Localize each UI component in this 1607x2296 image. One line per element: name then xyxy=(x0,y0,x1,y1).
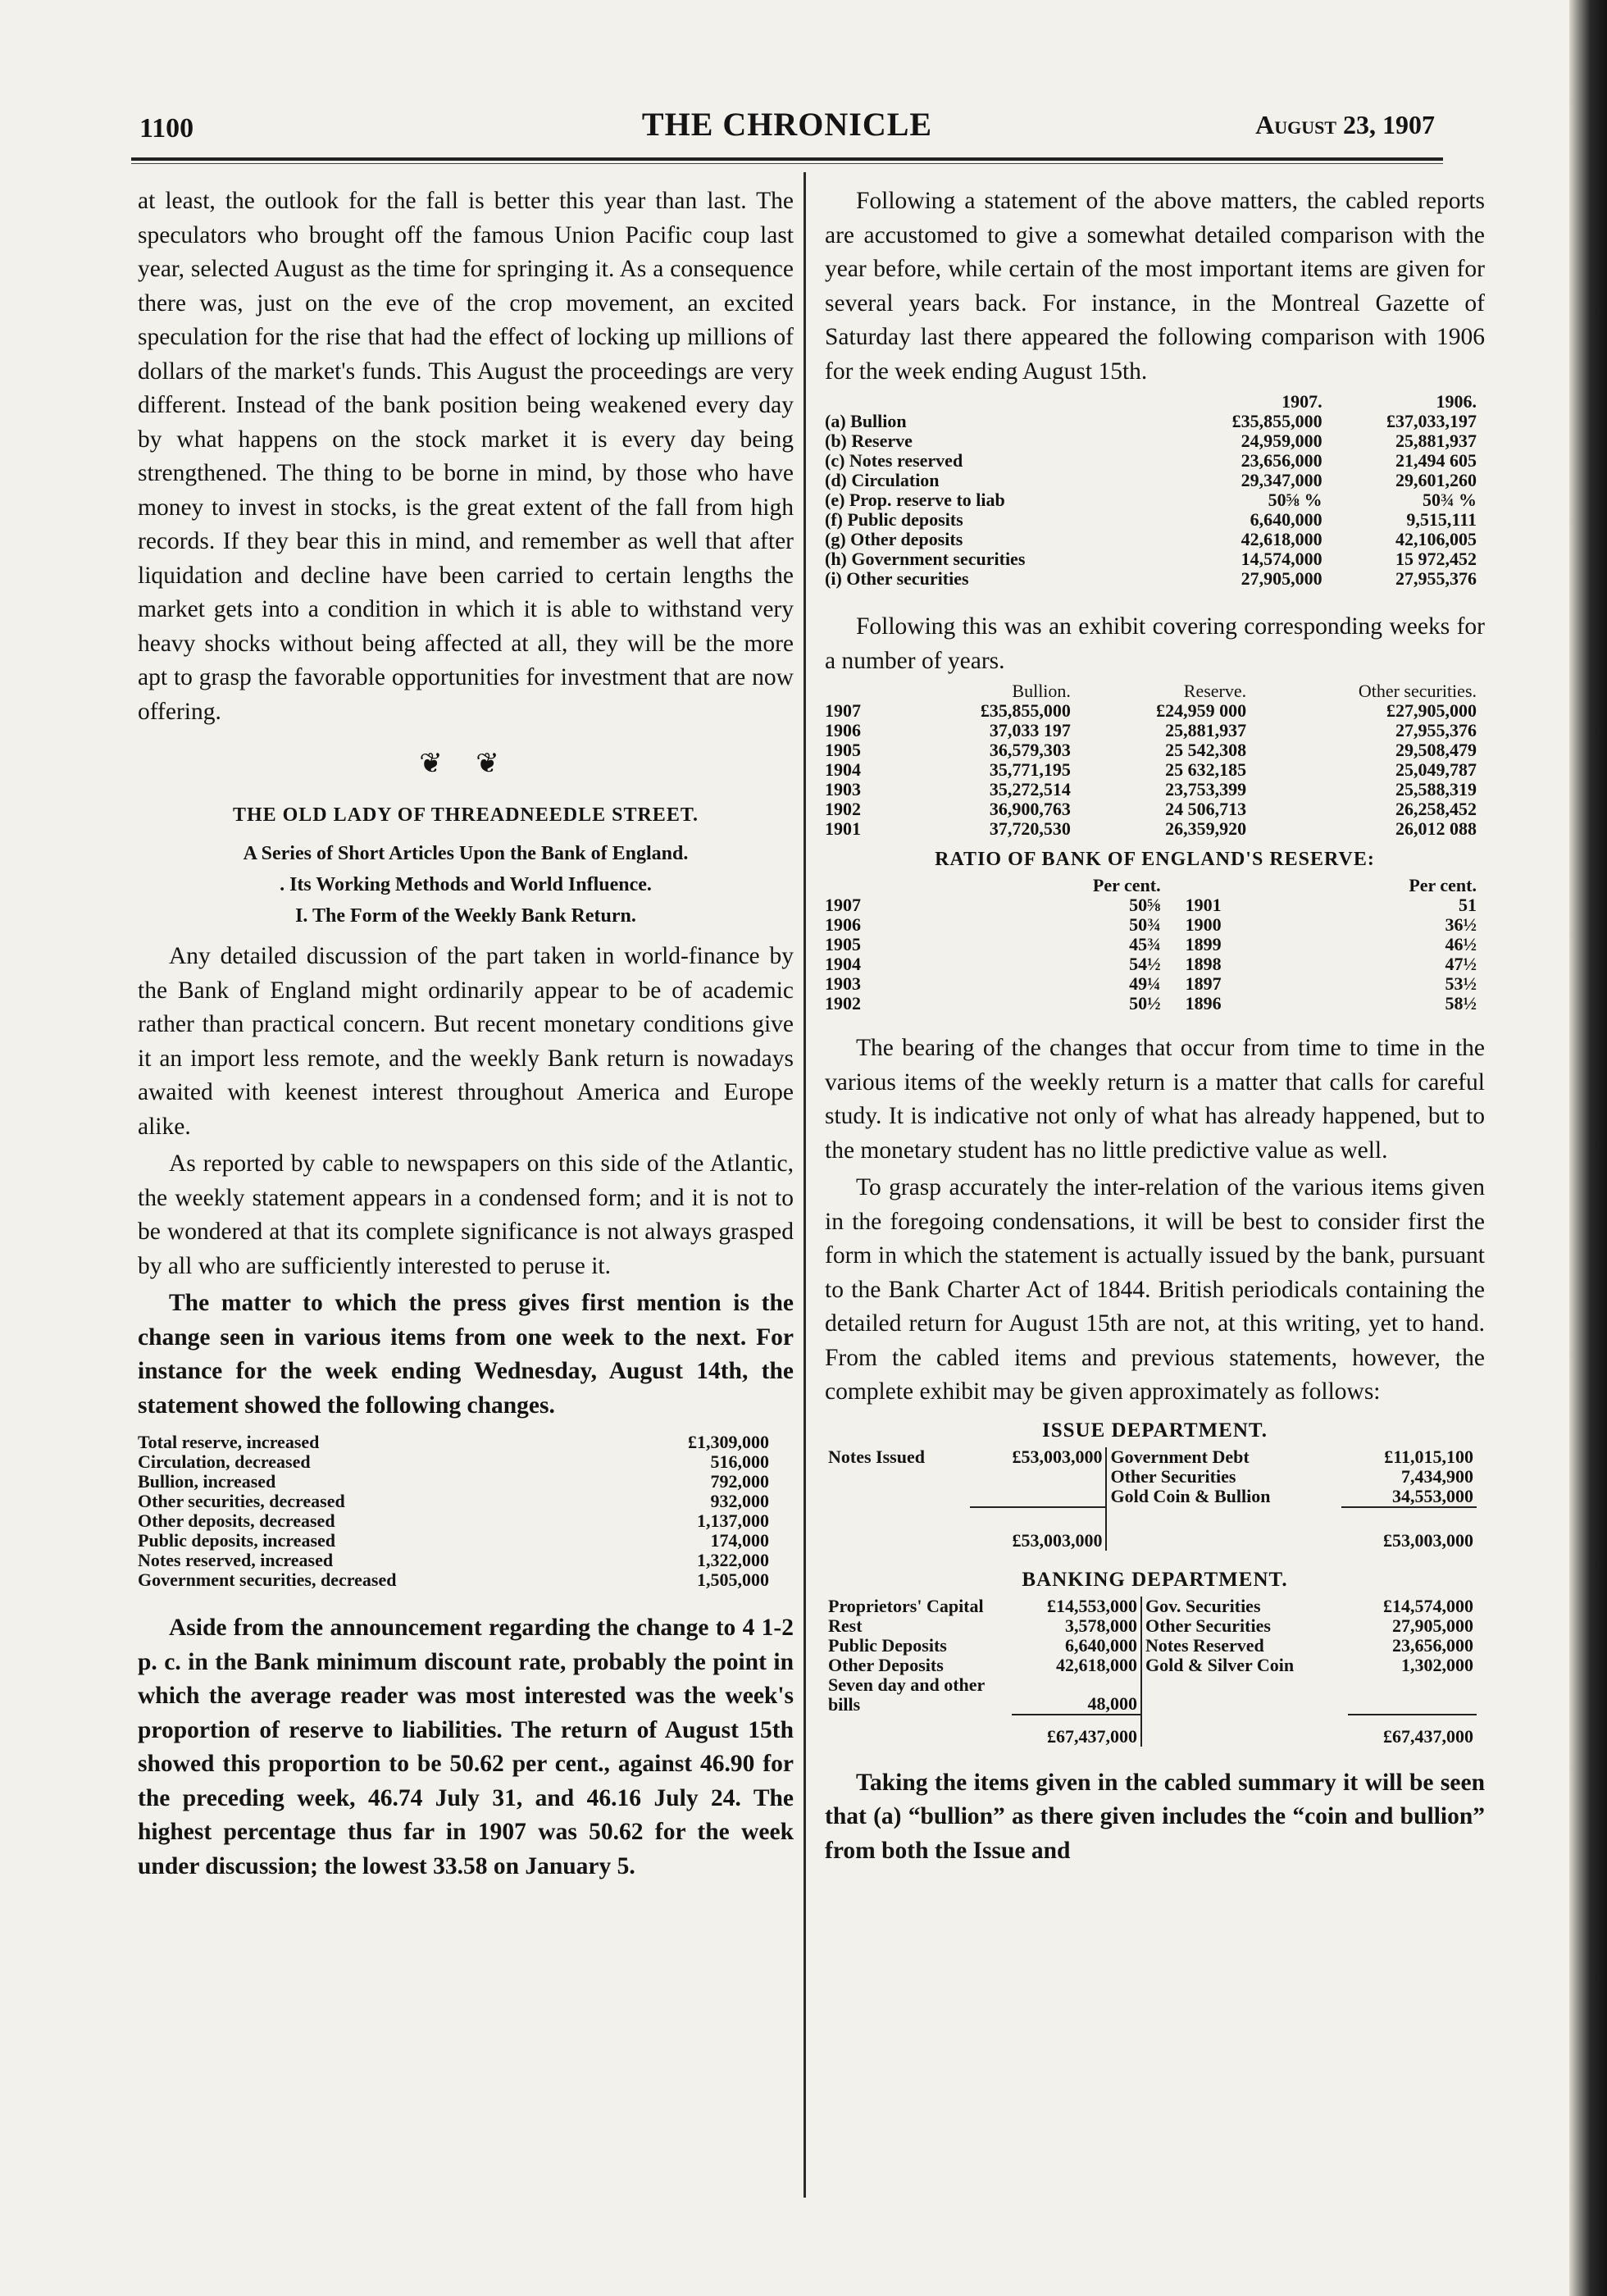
year-cell: 1903 xyxy=(825,973,861,994)
percent-cell: 49¼ xyxy=(1129,973,1161,994)
row-label: (i) Other securities xyxy=(825,568,969,589)
other-securities-cell: 29,508,479 xyxy=(1395,740,1477,760)
table-row xyxy=(825,1636,1477,1656)
table-row xyxy=(825,740,1477,760)
table-row xyxy=(825,800,1477,819)
table-row xyxy=(825,1447,1477,1467)
change-value: 932,000 xyxy=(710,1491,769,1511)
ratio-header-left: Per cent. xyxy=(1092,875,1161,895)
row-label: (d) Circulation xyxy=(825,470,940,490)
year-cell: 1906 xyxy=(825,914,861,935)
table-row xyxy=(825,1597,1477,1616)
issue-left-total: £53,003,000 xyxy=(970,1507,1107,1551)
year-cell: 1905 xyxy=(825,934,861,954)
issue-department-title: ISSUE DEPARTMENT. xyxy=(1042,1419,1268,1442)
table-row xyxy=(825,412,1477,431)
percent-cell: 50⅝ xyxy=(1129,895,1161,915)
publication-title: THE CHRONICLE xyxy=(641,106,933,143)
change-value: 1,137,000 xyxy=(697,1510,769,1531)
percent-cell: 47½ xyxy=(1445,954,1477,974)
year-cell: 1898 xyxy=(1185,954,1222,974)
table-row xyxy=(138,1472,769,1492)
yearly-exhibit-table xyxy=(825,681,1477,839)
column-header-1907: 1907. xyxy=(1282,391,1322,412)
banking-right-label: Gov. Securities xyxy=(1145,1595,1261,1616)
reserve-cell: 25 542,308 xyxy=(1165,740,1247,760)
banking-left-label: Rest xyxy=(828,1615,863,1636)
table-row xyxy=(825,431,1477,451)
change-label: Total reserve, increased xyxy=(138,1432,320,1452)
value-1907: 50⅝ % xyxy=(1268,490,1322,510)
ornament: ❦ ❦ xyxy=(419,749,512,779)
percent-cell: 36½ xyxy=(1445,914,1477,935)
left-paragraph-1: at least, the outlook for the fall is better this year than last. The speculators who brought off the famous Union Pacific coup last year, selected August as the time for springing it. As a consequence there was, just on the eve of the crop movement, an excited speculation for the rise that had the effect of locking up millions of dollars of the market's funds. This August the proceedings are very different. Instead of the bank position being weakened every day by what happens on the stock market it is every day being strengthened. The thing to be borne in mind, by those who have money to invest in stocks, is the great extent of the fall from high records. If they bear this in mind, and remember as well that after liquidation and decline have been carried to certain lengths the market gets into a condition in which it is able to withstand very heavy shocks without being affected at all, they will be the more apt to grasp the favorable opportunities for investment that are now offering. xyxy=(138,188,794,725)
row-label: (b) Reserve xyxy=(825,430,913,451)
percent-cell: 53½ xyxy=(1445,973,1477,994)
banking-left-value: 42,618,000 xyxy=(1012,1656,1141,1675)
percent-cell: 50½ xyxy=(1129,993,1161,1014)
totals-row xyxy=(825,1507,1477,1551)
left-paragraph-5: Aside from the announcement regarding the change to 4 1-2 p. c. in the Bank minimum discount rate, probably the point in which the average reader was most interested was the week's proportion of reserve to liabilities. The return of August 15th showed this proportion to be 50.62 per cent., against 46.90 for the preceding week, 46.74 July 31, and 46.16 July 24. The highest percentage thus far in 1907 was 50.62 for the week under discussion; the lowest 33.58 on January 5. xyxy=(138,1615,794,1879)
bullion-cell: £35,855,000 xyxy=(980,700,1071,721)
banking-left-label: Proprietors' Capital xyxy=(828,1595,984,1616)
table-row xyxy=(825,819,1477,839)
column-header-reserve: Reserve. xyxy=(1183,681,1247,701)
issue-right-label: Gold Coin & Bullion xyxy=(1110,1486,1271,1506)
value-1907: 24,959,000 xyxy=(1241,430,1322,451)
other-securities-cell: 26,258,452 xyxy=(1395,799,1477,819)
right-paragraph-4: To grasp accurately the inter-relation of the various items given in the foregoing condensations, it will be best to consider first the form in which the statement is actually issued by the bank, pursuant to the Bank Charter Act of 1844. British periodicals containing the detailed return for August 15th are not, at this writing, yet to hand. From the cabled items and previous statements, however, the complete exhibit may be given approximately as follows: xyxy=(825,1174,1485,1405)
page-edge xyxy=(1569,0,1607,2296)
table-row xyxy=(825,549,1477,569)
percent-cell: 54½ xyxy=(1129,954,1161,974)
right-column xyxy=(825,184,1485,1868)
table-row xyxy=(825,935,1477,954)
year-cell: 1902 xyxy=(825,993,861,1014)
value-1907: 23,656,000 xyxy=(1241,450,1322,471)
table-header-row xyxy=(825,681,1477,701)
table-row xyxy=(138,1492,769,1511)
value-1907: 14,574,000 xyxy=(1241,549,1322,569)
change-label: Other deposits, decreased xyxy=(138,1510,335,1531)
right-paragraph-3: The bearing of the changes that occur from time to time in the various items of the weekly return is a matter that calls for careful study. It is indicative not only of what has already happened, but to the monetary student has no little predictive value as well. xyxy=(825,1035,1485,1164)
other-securities-cell: 25,588,319 xyxy=(1395,779,1477,800)
banking-left-value: 3,578,000 xyxy=(1012,1616,1141,1636)
table-row xyxy=(825,915,1477,935)
left-paragraph-2: Any detailed discussion of the part taken in world-finance by the Bank of England might ordinarily appear to be of academic rather than practical concern. But recent monetary conditions give it an import less remote, and the weekly Bank return is nowadays awaited with keenest interest throughout America and Europe alike. xyxy=(138,943,794,1140)
table-row xyxy=(825,530,1477,549)
issue-date: August 23, 1907 xyxy=(1255,110,1435,139)
value-1907: 42,618,000 xyxy=(1241,529,1322,549)
table-row xyxy=(825,471,1477,490)
page-header xyxy=(139,105,1435,154)
banking-right-label: Other Securities xyxy=(1145,1615,1271,1636)
notes-issued-value: £53,003,000 xyxy=(970,1447,1107,1467)
table-row xyxy=(138,1433,769,1452)
table-row xyxy=(825,510,1477,530)
year-cell: 1899 xyxy=(1185,934,1222,954)
other-securities-cell: 26,012 088 xyxy=(1395,818,1477,839)
year-cell: 1896 xyxy=(1185,993,1222,1014)
change-value: 1,505,000 xyxy=(697,1569,769,1590)
header-rule xyxy=(131,157,1443,161)
reserve-cell: 24 506,713 xyxy=(1165,799,1247,819)
year-cell: 1907 xyxy=(825,895,861,915)
totals-row xyxy=(825,1715,1477,1747)
year-cell: 1900 xyxy=(1185,914,1222,935)
weekly-changes-table xyxy=(138,1433,769,1590)
table-row xyxy=(825,895,1477,915)
value-1907: 6,640,000 xyxy=(1250,509,1322,530)
banking-right-value: 27,905,000 xyxy=(1392,1615,1473,1636)
left-column xyxy=(138,184,794,1884)
row-label: (f) Public deposits xyxy=(825,509,963,530)
year-cell: 1903 xyxy=(825,779,861,800)
comparison-table xyxy=(825,392,1477,589)
table-row xyxy=(138,1551,769,1570)
year-cell: 1905 xyxy=(825,740,861,760)
value-1906: 42,106,005 xyxy=(1395,529,1477,549)
issue-right-total: £53,003,000 xyxy=(1341,1507,1477,1551)
table-row xyxy=(825,1656,1477,1675)
change-value: 516,000 xyxy=(710,1451,769,1472)
table-row xyxy=(825,1675,1477,1715)
value-1906: 50¾ % xyxy=(1423,490,1477,510)
table-row xyxy=(825,701,1477,721)
table-row xyxy=(825,974,1477,994)
change-value: 1,322,000 xyxy=(697,1550,769,1570)
row-label: (g) Other deposits xyxy=(825,529,963,549)
value-1906: 25,881,937 xyxy=(1395,430,1477,451)
table-row xyxy=(138,1452,769,1472)
bullion-cell: 37,720,530 xyxy=(989,818,1071,839)
table-header-row xyxy=(825,392,1477,412)
column-divider xyxy=(804,172,806,2198)
change-label: Circulation, decreased xyxy=(138,1451,311,1472)
reserve-ratio-table xyxy=(825,876,1477,1014)
banking-left-value: 6,640,000 xyxy=(1012,1636,1141,1656)
column-header-other-securities: Other securities. xyxy=(1358,681,1477,701)
banking-left-label: Public Deposits xyxy=(828,1634,947,1656)
bullion-cell: 37,033 197 xyxy=(989,720,1071,740)
ratio-title: RATIO OF BANK OF ENGLAND'S RESERVE: xyxy=(935,849,1375,870)
table-row xyxy=(825,569,1477,589)
reserve-cell: 25 632,185 xyxy=(1165,759,1247,780)
year-cell: 1901 xyxy=(1185,895,1222,915)
notes-issued-label: Notes Issued xyxy=(828,1446,925,1467)
year-cell: 1906 xyxy=(825,720,861,740)
change-label: Other securities, decreased xyxy=(138,1491,345,1511)
value-1906: 29,601,260 xyxy=(1395,470,1477,490)
section-subtitle-3: I. The Form of the Weekly Bank Return. xyxy=(295,905,636,927)
banking-right-total: £67,437,000 xyxy=(1348,1715,1477,1747)
year-cell: 1897 xyxy=(1185,973,1222,994)
other-securities-cell: 25,049,787 xyxy=(1395,759,1477,780)
right-paragraph-5: Taking the items given in the cabled summary it will be seen that (a) “bullion” as there given includes the “coin and bullion” from both the Issue and xyxy=(825,1769,1485,1864)
banking-right-value: £14,574,000 xyxy=(1383,1595,1473,1616)
row-label: (e) Prop. reserve to liab xyxy=(825,490,1005,510)
table-row xyxy=(825,721,1477,740)
banking-right-value: 1,302,000 xyxy=(1401,1654,1473,1675)
issue-department-table xyxy=(825,1447,1477,1551)
year-cell: 1904 xyxy=(825,954,861,974)
banking-left-label: Seven day and other bills xyxy=(828,1674,985,1715)
change-label: Notes reserved, increased xyxy=(138,1550,334,1570)
value-1907: 29,347,000 xyxy=(1241,470,1322,490)
year-cell: 1901 xyxy=(825,818,861,839)
bullion-cell: 35,771,195 xyxy=(989,759,1071,780)
row-label: (h) Government securities xyxy=(825,549,1026,569)
table-header-row xyxy=(825,876,1477,895)
value-1906: 9,515,111 xyxy=(1406,509,1477,530)
value-1906: 15 972,452 xyxy=(1395,549,1477,569)
right-paragraph-1: Following a statement of the above matters, the cabled reports are accustomed to give a somewhat detailed comparison with the year before, while certain of the most important items are given for several years back. For instance, in the Montreal Gazette of Saturday last there appeared the following comparison with 1906 for the week ending August 15th. xyxy=(825,188,1485,385)
percent-cell: 46½ xyxy=(1445,934,1477,954)
bullion-cell: 36,900,763 xyxy=(989,799,1071,819)
table-row xyxy=(825,994,1477,1014)
year-cell: 1907 xyxy=(825,700,861,721)
bullion-cell: 36,579,303 xyxy=(989,740,1071,760)
table-row xyxy=(138,1570,769,1590)
issue-right-value: 7,434,900 xyxy=(1401,1465,1473,1487)
table-row xyxy=(138,1511,769,1531)
change-value: 174,000 xyxy=(710,1530,769,1551)
table-row xyxy=(825,954,1477,974)
table-row xyxy=(825,780,1477,800)
percent-cell: 51 xyxy=(1459,895,1477,915)
issue-right-label: Other Securities xyxy=(1110,1465,1236,1487)
banking-left-label: Other Deposits xyxy=(828,1654,944,1675)
value-1906: £37,033,197 xyxy=(1386,411,1477,431)
header-rule-thin xyxy=(131,163,1443,164)
value-1906: 27,955,376 xyxy=(1395,568,1477,589)
reserve-cell: 23,753,399 xyxy=(1165,779,1247,800)
other-securities-cell: £27,905,000 xyxy=(1386,700,1477,721)
left-paragraph-4: The matter to which the press gives first mention is the change seen in various items from one week to the next. For instance for the week ending Wednesday, August 14th, the statement showed the following changes. xyxy=(138,1290,794,1419)
row-label: (a) Bullion xyxy=(825,411,907,431)
reserve-cell: 25,881,937 xyxy=(1165,720,1247,740)
table-row xyxy=(138,1531,769,1551)
page-number: 1100 xyxy=(139,113,194,144)
table-row xyxy=(825,490,1477,510)
table-row xyxy=(825,1616,1477,1636)
banking-left-total: £67,437,000 xyxy=(1012,1715,1141,1747)
left-paragraph-3: As reported by cable to newspapers on this side of the Atlantic, the weekly statement appears in a condensed form; and it is not to be wondered at that its complete significance is not always grasped by all who are sufficiently interested to peruse it. xyxy=(138,1150,794,1279)
change-label: Public deposits, increased xyxy=(138,1530,336,1551)
column-header-1906: 1906. xyxy=(1436,391,1477,412)
banking-department-title: BANKING DEPARTMENT. xyxy=(1022,1568,1288,1591)
other-securities-cell: 27,955,376 xyxy=(1395,720,1477,740)
bullion-cell: 35,272,514 xyxy=(989,779,1071,800)
percent-cell: 45¾ xyxy=(1129,934,1161,954)
banking-left-value: £14,553,000 xyxy=(1012,1597,1141,1616)
row-label: (c) Notes reserved xyxy=(825,450,963,471)
change-label: Government securities, decreased xyxy=(138,1569,397,1590)
banking-department-table xyxy=(825,1597,1477,1747)
reserve-cell: 26,359,920 xyxy=(1165,818,1247,839)
banking-right-label: Gold & Silver Coin xyxy=(1145,1654,1295,1675)
table-row xyxy=(825,760,1477,780)
issue-right-value: £11,015,100 xyxy=(1384,1446,1473,1467)
banking-left-value: 48,000 xyxy=(1012,1675,1141,1715)
value-1906: 21,494 605 xyxy=(1395,450,1477,471)
issue-right-value: 34,553,000 xyxy=(1392,1485,1473,1506)
year-cell: 1902 xyxy=(825,799,861,819)
ratio-header-right: Per cent. xyxy=(1409,875,1477,895)
section-title: THE OLD LADY OF THREADNEEDLE STREET. xyxy=(232,804,699,826)
issue-right-label: Government Debt xyxy=(1110,1446,1250,1467)
table-row xyxy=(825,1487,1477,1507)
change-value: 792,000 xyxy=(710,1471,769,1492)
table-row xyxy=(825,451,1477,471)
value-1907: 27,905,000 xyxy=(1241,568,1322,589)
change-label: Bullion, increased xyxy=(138,1471,276,1492)
reserve-cell: £24,959 000 xyxy=(1156,700,1247,721)
table-row xyxy=(825,1467,1477,1487)
change-value: £1,309,000 xyxy=(688,1432,769,1452)
banking-right-value: 23,656,000 xyxy=(1392,1634,1473,1656)
year-cell: 1904 xyxy=(825,759,861,780)
column-header-bullion: Bullion. xyxy=(1012,681,1071,701)
banking-right-label: Notes Reserved xyxy=(1145,1634,1264,1656)
section-subtitle-1: A Series of Short Articles Upon the Bank of England. xyxy=(243,843,689,864)
percent-cell: 58½ xyxy=(1445,993,1477,1014)
section-subtitle-2: . Its Working Methods and World Influence. xyxy=(280,874,652,895)
percent-cell: 50¾ xyxy=(1129,914,1161,935)
value-1907: £35,855,000 xyxy=(1231,411,1322,431)
right-paragraph-2: Following this was an exhibit covering corresponding weeks for a number of years. xyxy=(825,613,1485,674)
